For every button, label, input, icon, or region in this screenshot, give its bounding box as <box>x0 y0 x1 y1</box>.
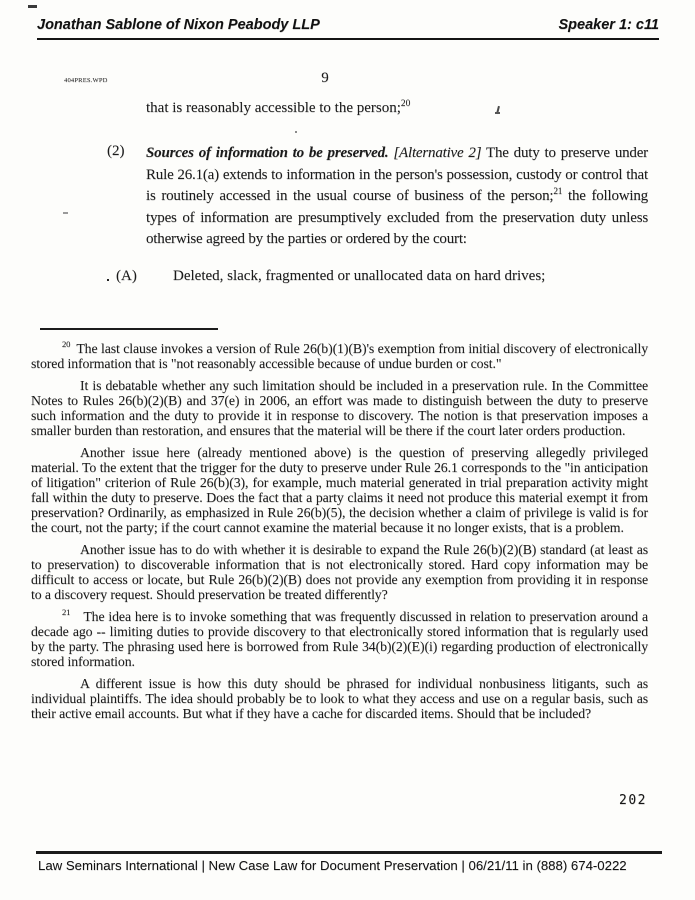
provision-2-body <box>146 143 648 251</box>
footnote-reference-21: 21 <box>553 187 563 197</box>
footnote-20-text-1: The last clause invokes a version of Rule 26(b)(1)(B)'s exemption from initial discovery of electronically stored information that is "not reasonably accessible because of undue burden or cost." <box>31 341 648 371</box>
provision-2-number: (2) <box>107 143 125 159</box>
footnote-21-marker: 21 <box>62 607 71 618</box>
provision-2-alternative-tag: [Alternative 2] <box>393 145 482 161</box>
header-speaker-label: Speaker 1: c11 <box>558 17 659 33</box>
binder-footer-text: Law Seminars International | New Case Law for Document Preservation | 06/21/11 in (888) 674-0222 <box>38 858 627 873</box>
provision-2a-text: Deleted, slack, fragmented or unallocated data on hard drives; <box>173 267 546 284</box>
carryover-clause <box>146 100 410 117</box>
footnote-21-paragraph-1 <box>31 609 648 669</box>
provision-2a <box>107 268 648 285</box>
footnotes-block <box>31 341 648 721</box>
provisions-block <box>107 143 648 285</box>
provision-2a-label: (A) <box>116 267 137 284</box>
header-author-title: Jonathan Sablone of Nixon Peabody LLP <box>37 17 320 33</box>
footer-rule <box>36 851 662 854</box>
provision-2-text: The duty to preserve under Rule 26.1(a) extends to information in the person's possession, custody or control that is routinely accessed in the usual course of business of the person; <box>146 145 648 204</box>
wordperfect-filename: 404PRES.WPD <box>64 77 108 84</box>
footnote-separator-rule <box>40 328 218 330</box>
scan-artifact <box>107 279 109 281</box>
footnote-20-paragraph-2: It is debatable whether any such limitation should be included in a preservation rule. In the Committee Notes to Rules 26(b)(2)(B) and 37(e) in 2006, an effort was made to distinguish between the duty to preserve such information and the duty to provide it in response to discovery. The notion is that preservation imposes a smaller burden than restoration, and ensures that the material will be there if the court later orders production. <box>31 378 648 438</box>
provision-2-heading: Sources of information to be preserved. <box>146 145 389 161</box>
provision-2-text-continued: the following types of information are presumptively excluded from the preservation duty unless otherwise agreed by the parties or ordered by the court: <box>146 188 648 247</box>
scan-artifact <box>63 212 68 214</box>
scan-artifact <box>28 5 37 8</box>
footnote-20-paragraph-3: Another issue here (already mentioned above) is the question of preserving allegedly privileged material. To the extent that the trigger for the duty to preserve under Rule 26.1 corresponds to the "in anticipation of litigation" criterion of Rule 26(b)(3), for example, much material generated in trial preparation activity might fall within the duty to preserve. Does the fact that a party claims it need not produce this material exempt it from preservation? Ordinarily, as emphasized in Rule 26(b)(5), the decision whether a claim of privilege is valid is for the court, not the party; if the court cannot examine the material because it no longer exists, that is a problem. <box>31 445 648 535</box>
scan-artifact <box>495 112 500 114</box>
scan-artifact <box>295 131 297 133</box>
document-page-number: 9 <box>321 70 329 86</box>
footnote-21-paragraph-2: A different issue is how this duty should be phrased for individual nonbusiness litigants, such as individual plaintiffs. The idea should probably be to look to what they access and use on a regular basis, such as their active email accounts. But what if they have a cache for discarded items. Should that be included? <box>31 676 648 721</box>
footnote-20-paragraph-1 <box>31 341 648 371</box>
footnote-20-paragraph-4: Another issue has to do with whether it is desirable to expand the Rule 26(b)(2)(B) standard (at least as to preservation) to discoverable information that is not electronically stored. Hard copy information may be difficult to access or locate, but Rule 26(b)(2)(B) does not provide any exemption from providing it in response to a discovery request. Should preservation be treated differently? <box>31 542 648 602</box>
footnote-21-text-1: The idea here is to invoke something that was frequently discussed in relation to preservation around a decade ago -- limiting duties to provide discovery to that electronically stored information that is regularly used by the party. The phrasing used here is borrowed from Rule 34(b)(2)(E)(i) regarding production of electronically stored information. <box>31 609 648 669</box>
carryover-text: that is reasonably accessible to the person; <box>146 100 401 116</box>
binder-header <box>37 17 659 40</box>
footnote-reference-20: 20 <box>400 99 411 109</box>
footnote-20-marker: 20 <box>62 339 71 350</box>
transcript-page-stamp: 202 <box>619 793 647 808</box>
provision-2 <box>107 143 648 251</box>
